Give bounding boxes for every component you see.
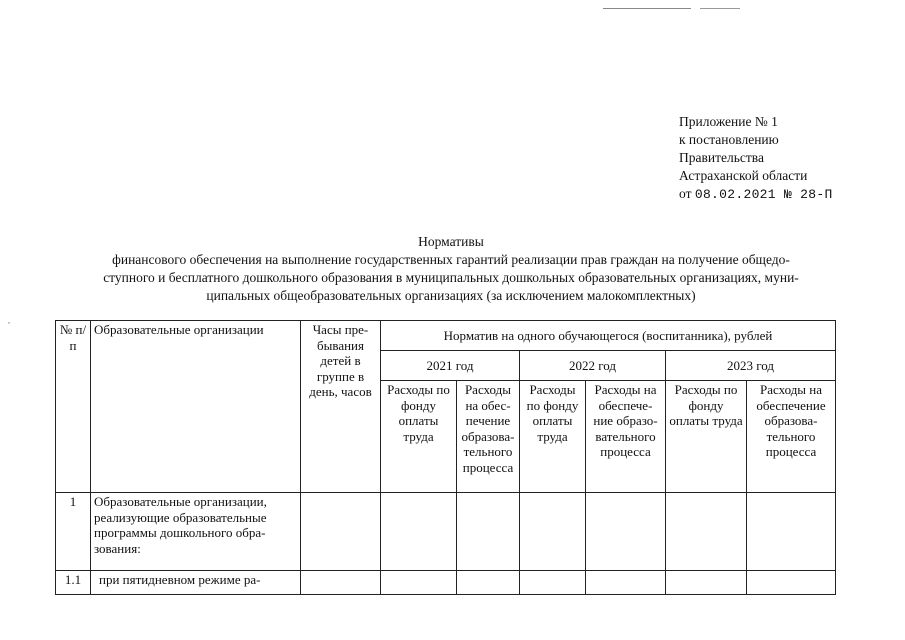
table-row: [56, 571, 836, 595]
table-row: [56, 493, 836, 571]
margin-mark: ,: [8, 316, 10, 325]
row-cell: [457, 571, 520, 595]
document-title: [40, 233, 862, 305]
row-cell: [666, 493, 747, 571]
row-cell: [457, 493, 520, 571]
row-num: 1: [56, 493, 91, 571]
header-year-2021: 2021 год: [381, 351, 520, 381]
appendix-line-1: Приложение № 1: [679, 114, 778, 129]
header-hours: Часы пре-бывания детей в группе в день, часов: [301, 321, 381, 493]
row-cell: [747, 571, 836, 595]
appendix-line-2: к постановлению: [679, 132, 779, 147]
header-org: Образовательные организации: [91, 321, 301, 493]
date-prefix: от: [679, 186, 692, 201]
row-num: 1.1: [56, 571, 91, 595]
appendix-line-4: Астраханской области: [679, 168, 808, 183]
row-cell: [747, 493, 836, 571]
row-cell: [301, 493, 381, 571]
header-num: № п/п: [56, 321, 91, 493]
header-2023-edu: Расходы на обеспечение образова-тельного процесса: [747, 381, 836, 493]
row-cell: [666, 571, 747, 595]
title-line-3: ципальных общеобразовательных организациях (за исключением малокомплектных): [206, 288, 696, 303]
header-year-2023: 2023 год: [666, 351, 836, 381]
row-cell: [381, 571, 457, 595]
row-org: при пятидневном режиме ра-: [91, 571, 301, 595]
row-cell: [520, 571, 586, 595]
row-cell: [520, 493, 586, 571]
top-scan-rule: [603, 8, 691, 9]
title-line-2: ступного и бесплатного дошкольного образования в муниципальных дошкольных образовательных организациях, муни-: [103, 270, 799, 285]
header-2021-edu: Расходы на обес-печение образова-тельного процесса: [457, 381, 520, 493]
title-heading: Нормативы: [418, 234, 484, 249]
header-norm: Норматив на одного обучающегося (воспитанника), рублей: [381, 321, 836, 351]
top-scan-rule-2: [700, 8, 740, 9]
norms-table: [55, 320, 836, 595]
appendix-block: [679, 113, 833, 204]
header-year-2022: 2022 год: [520, 351, 666, 381]
header-2021-labor: Расходы по фонду оплаты труда: [381, 381, 457, 493]
row-cell: [301, 571, 381, 595]
row-cell: [381, 493, 457, 571]
title-line-1: финансового обеспечения на выполнение государственных гарантий реализации прав граждан на получение общедо-: [112, 252, 790, 267]
appendix-line-3: Правительства: [679, 150, 764, 165]
header-2022-edu: Расходы на обеспече-ние образо-вательного процесса: [586, 381, 666, 493]
row-cell: [586, 571, 666, 595]
appendix-date-line: [679, 185, 833, 204]
row-cell: [586, 493, 666, 571]
header-2022-labor: Расходы по фонду оплаты труда: [520, 381, 586, 493]
date-stamp: 08.02.2021 № 28-П: [694, 187, 833, 202]
row-org: Образовательные организации, реализующие образовательные программы дошкольного обра-зования:: [91, 493, 301, 571]
header-2023-labor: Расходы по фонду оплаты труда: [666, 381, 747, 493]
